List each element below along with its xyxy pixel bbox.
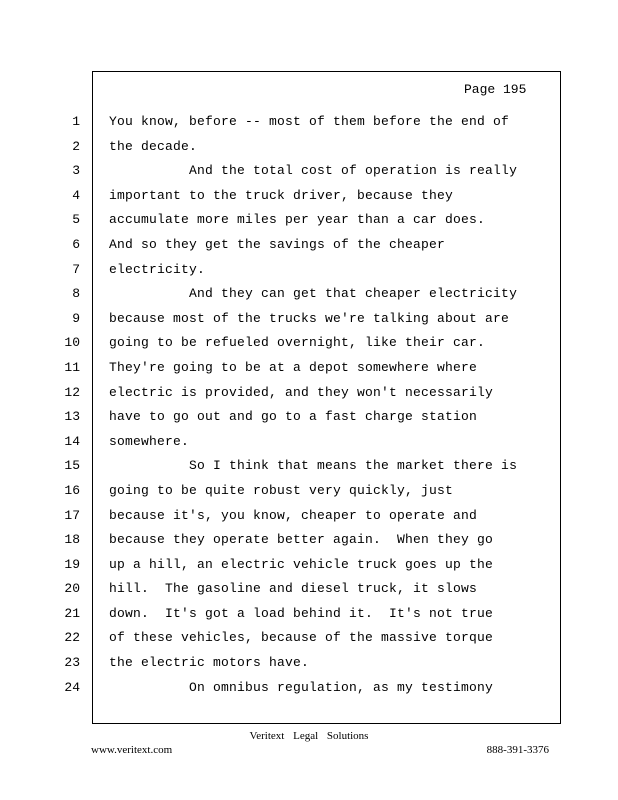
transcript-line: somewhere. <box>109 433 190 449</box>
transcript-line: So I think that means the market there is <box>109 458 518 474</box>
transcript-line: of these vehicles, because of the massive torque <box>109 630 494 646</box>
footer-company-name: Veritext Legal Solutions <box>249 730 369 742</box>
line-number: 6 <box>72 236 80 252</box>
page-number: Page 195 <box>464 82 527 97</box>
transcript-line: And they can get that cheaper electricity <box>109 286 518 302</box>
line-number: 20 <box>64 581 80 597</box>
line-number: 5 <box>72 212 80 228</box>
line-number: 10 <box>64 335 80 351</box>
line-number: 4 <box>72 187 80 203</box>
line-number: 11 <box>64 359 80 375</box>
line-number: 1 <box>72 114 80 129</box>
transcript-line: You know, before -- most of them before the end of <box>109 114 510 129</box>
line-number: 21 <box>64 605 80 621</box>
transcript-line: going to be quite robust very quickly, just <box>109 482 454 498</box>
line-number: 19 <box>64 556 80 572</box>
line-number: 9 <box>72 310 80 326</box>
transcript-line: On omnibus regulation, as my testimony <box>109 679 494 695</box>
line-number: 13 <box>64 409 80 425</box>
transcript-line: because they operate better again. When they go <box>109 532 494 548</box>
line-number: 24 <box>64 679 80 695</box>
line-number: 18 <box>64 532 80 548</box>
line-number: 14 <box>64 433 80 449</box>
line-number: 23 <box>64 655 80 671</box>
line-number: 22 <box>64 630 80 646</box>
transcript-line: the decade. <box>109 138 198 154</box>
line-number: 2 <box>72 138 80 154</box>
transcript-line: because it's, you know, cheaper to operate and <box>109 507 478 523</box>
line-number: 7 <box>72 261 80 277</box>
line-number: 3 <box>72 163 80 179</box>
transcript-line: going to be refueled overnight, like their car. <box>109 335 486 351</box>
transcript-line: hill. The gasoline and diesel truck, it slows <box>109 581 478 597</box>
footer-phone: 888-391-3376 <box>486 744 549 756</box>
line-number: 15 <box>64 458 80 474</box>
transcript-line: electric is provided, and they won't necessarily <box>109 384 494 400</box>
line-number: 16 <box>64 482 80 498</box>
transcript-line: important to the truck driver, because they <box>109 187 454 203</box>
transcript-line: accumulate more miles per year than a car does. <box>109 212 486 228</box>
transcript-line: up a hill, an electric vehicle truck goes up the <box>109 556 494 572</box>
footer-website: www.veritext.com <box>91 744 173 756</box>
transcript-line: down. It's got a load behind it. It's not true <box>109 605 494 621</box>
transcript-line: And the total cost of operation is really <box>109 163 518 179</box>
line-number: 12 <box>64 384 80 400</box>
transcript-text <box>109 110 549 700</box>
transcript-line: They're going to be at a depot somewhere where <box>109 359 478 375</box>
transcript-line: have to go out and go to a fast charge station <box>109 409 478 425</box>
transcript-line: the electric motors have. <box>109 655 310 671</box>
line-number: 8 <box>72 286 80 302</box>
transcript-line: electricity. <box>109 261 206 277</box>
line-number: 17 <box>64 507 80 523</box>
transcript-line: And so they get the savings of the cheaper <box>109 236 446 252</box>
transcript-line: because most of the trucks we're talking about are <box>109 310 510 326</box>
line-number-column <box>52 110 80 700</box>
